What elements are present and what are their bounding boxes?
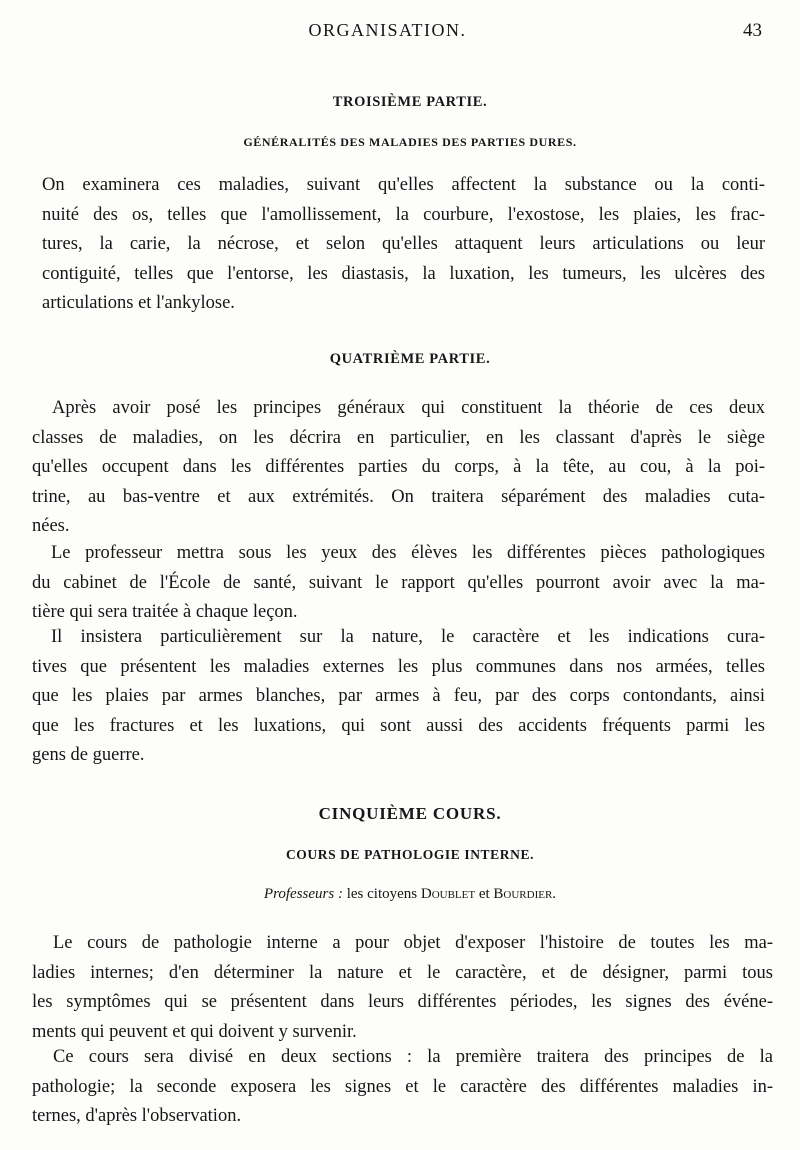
section-heading-troisieme: TROISIÈME PARTIE. <box>332 94 488 110</box>
text-line: classes de maladies, on les décrira en particulier, en les classant d'après le siège <box>32 427 765 448</box>
text-line: les symptômes qui se présentent dans leurs différentes périodes, les signes des événe- <box>32 992 773 1012</box>
section-subheading-cinquieme: COURS DE PATHOLOGIE INTERNE. <box>285 847 535 862</box>
section-heading-quatrieme: QUATRIÈME PARTIE. <box>329 351 491 367</box>
paragraph-quatrieme-2 <box>32 539 765 628</box>
paragraph-cinquieme-2 <box>32 1043 773 1132</box>
section-heading-cinquieme: CINQUIÈME COURS. <box>318 804 502 823</box>
text-line: ladies internes; d'en déterminer la nature et le caractère, et de désigner, parmi tous <box>32 962 773 983</box>
text-line: que les fractures et les luxations, qui sont aussi des accidents fréquents parmi les <box>32 715 765 736</box>
text-line: On examinera ces maladies, suivant qu'elles affectent la substance ou la conti- <box>42 175 765 195</box>
paragraph-cinquieme-1 <box>32 929 773 1047</box>
text-line: nées. <box>32 516 70 536</box>
text-line: Le cours de pathologie interne a pour objet d'exposer l'histoire de toutes les ma- <box>53 933 773 953</box>
paragraph-quatrieme-3 <box>32 623 765 771</box>
text-line: du cabinet de l'École de santé, suivant le rapport qu'elles pourront avoir avec la ma- <box>32 572 765 593</box>
text-line: tière qui sera traitée à chaque leçon. <box>32 602 298 622</box>
text-line: Après avoir posé les principes généraux qui constituent la théorie de ces deux <box>52 398 765 418</box>
professors-line-block <box>55 886 765 903</box>
running-header <box>0 20 800 48</box>
text-line: ternes, d'après l'observation. <box>32 1106 242 1126</box>
professors-role: Professeurs : <box>263 886 343 902</box>
text-line: ments qui peuvent et qui doivent y survenir. <box>32 1021 357 1042</box>
section-cinquieme-heading-block <box>55 804 765 824</box>
section-troisieme-heading-block <box>55 94 765 111</box>
text-line: tures, la carie, la nécrose, et selon qu'elles attaquent leurs articulations ou leur <box>42 234 765 254</box>
text-line: Le professeur mettra sous les yeux des élèves les différentes pièces pathologiques <box>51 543 765 563</box>
section-subheading-troisieme: GÉNÉRALITÉS DES MALADIES DES PARTIES DURES. <box>243 135 577 149</box>
text-line: gens de guerre. <box>32 745 145 765</box>
paragraph-troisieme <box>42 171 765 319</box>
professors-line <box>55 886 765 903</box>
paragraph-quatrieme-1 <box>32 394 765 542</box>
text-line: trine, au bas-ventre et aux extrémités. On traitera séparément des maladies cuta- <box>32 486 765 507</box>
text-line: qu'elles occupent dans les différentes parties du corps, à la tête, au cou, à la poi- <box>32 457 765 477</box>
text-line: contiguité, telles que l'entorse, les diastasis, la luxation, les tumeurs, les ulcères des <box>42 263 765 284</box>
section-troisieme-subheading-block <box>55 135 765 150</box>
text-line: nuité des os, telles que l'amollissement, la courbure, l'exostose, les plaies, les frac- <box>42 204 765 225</box>
running-title: ORGANISATION. <box>308 20 467 40</box>
text-line: tives que présentent les maladies externes les plus communes dans nos armées, telles <box>32 656 765 677</box>
page-number: 43 <box>743 20 762 41</box>
professor-name: Doublet <box>420 886 476 902</box>
section-quatrieme-heading-block <box>55 351 765 368</box>
text-line: Ce cours sera divisé en deux sections : la première traitera des principes de la <box>53 1047 773 1067</box>
section-cinquieme-subheading-block <box>55 847 765 863</box>
text-line: articulations et l'ankylose. <box>42 293 235 313</box>
text-line: Il insistera particulièrement sur la nature, le caractère et les indications cura- <box>51 627 765 647</box>
text-line: que les plaies par armes blanches, par armes à feu, par des corps contondants, ainsi <box>32 686 765 706</box>
text-line: pathologie; la seconde exposera les signes et le caractère des différentes maladies in- <box>32 1076 773 1097</box>
professors-and: et <box>475 886 494 902</box>
professors-text: les citoyens <box>342 886 421 902</box>
professor-name: Bourdier. <box>493 886 557 902</box>
